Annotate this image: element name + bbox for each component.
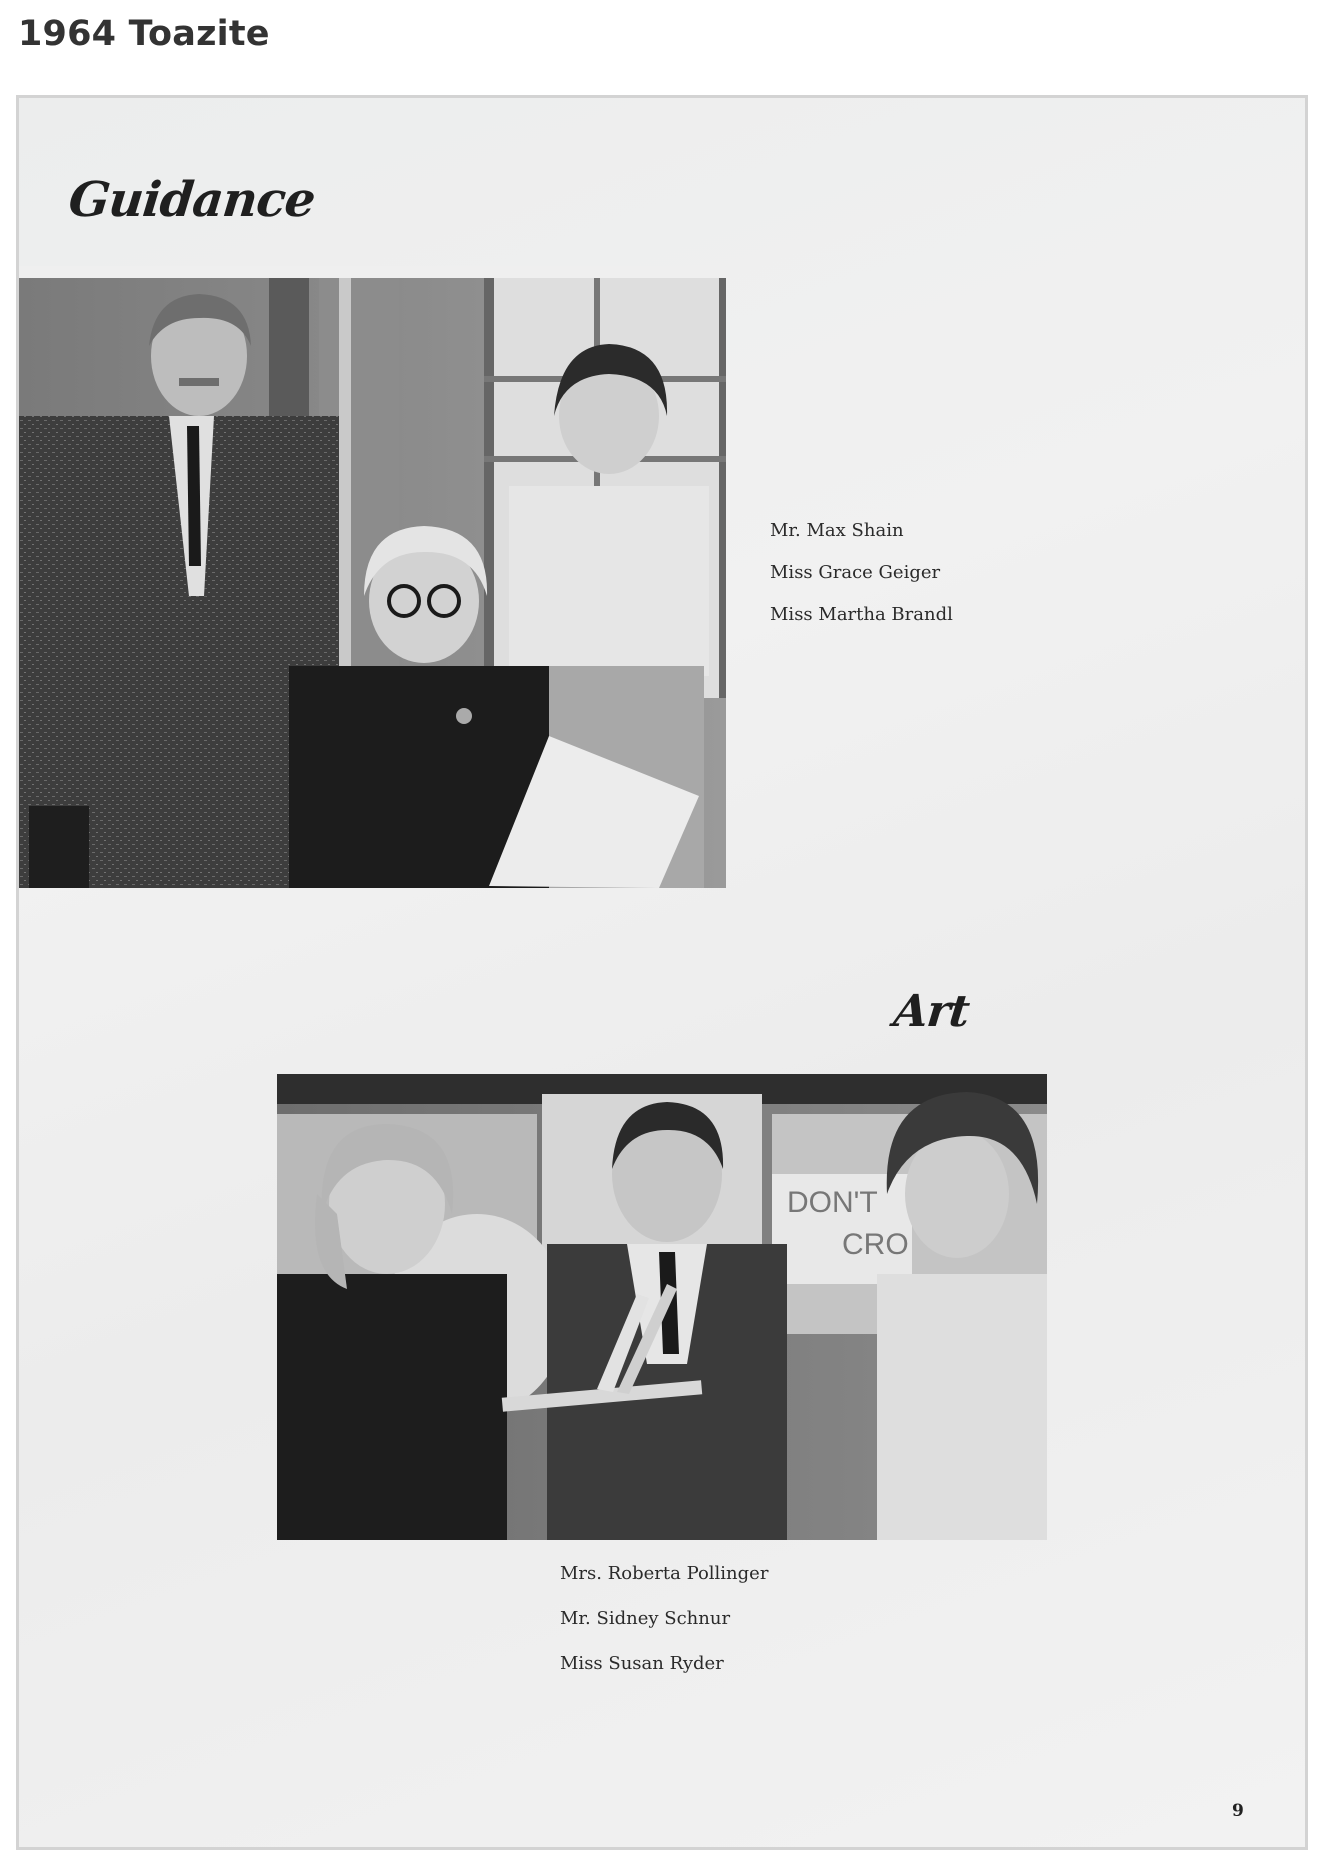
guidance-name-2: Miss Grace Geiger <box>770 562 941 583</box>
art-name-2: Mr. Sidney Schnur <box>560 1608 731 1629</box>
art-heading: Art <box>891 986 972 1037</box>
art-name-1: Mrs. Roberta Pollinger <box>560 1563 769 1584</box>
guidance-photo-illustration <box>19 266 726 888</box>
page-title: 1964 Toazite <box>18 14 270 54</box>
guidance-heading: Guidance <box>66 172 318 228</box>
art-name-3: Miss Susan Ryder <box>560 1653 724 1674</box>
guidance-name-3: Miss Martha Brandl <box>770 604 953 625</box>
page-number: 9 <box>1232 1801 1244 1821</box>
poster-text-2: CRO <box>842 1228 909 1261</box>
guidance-caption <box>770 510 953 636</box>
guidance-name-1: Mr. Max Shain <box>770 520 904 541</box>
guidance-photo <box>19 266 726 888</box>
art-photo-illustration <box>277 1074 1047 1540</box>
art-photo <box>277 1074 1047 1540</box>
art-caption <box>560 1551 768 1686</box>
yearbook-page-scan <box>19 98 1305 1847</box>
poster-text-1: DON'T <box>787 1186 878 1219</box>
